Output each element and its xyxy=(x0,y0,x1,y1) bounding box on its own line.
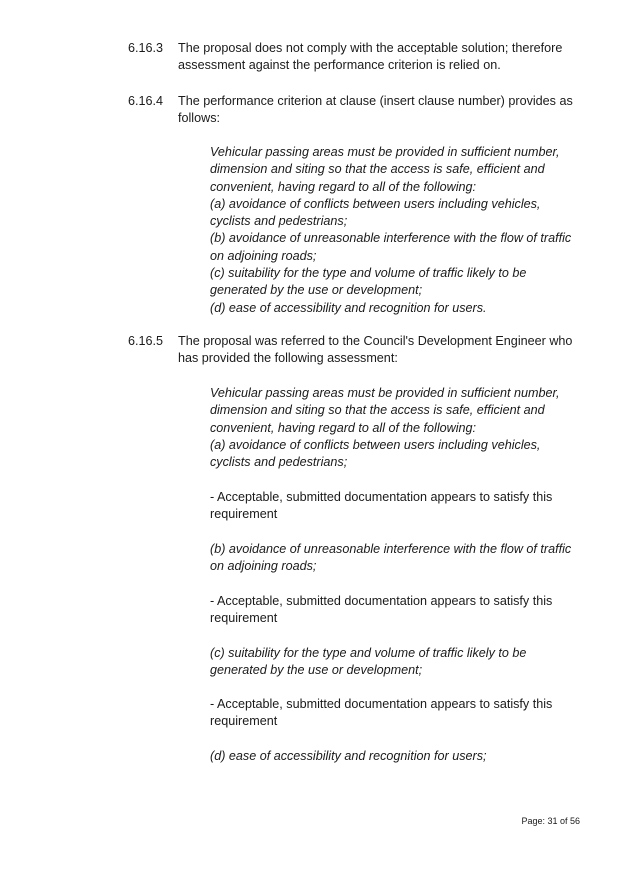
quote-line: cyclists and pedestrians; xyxy=(210,455,348,470)
response-line: requirement xyxy=(210,714,278,729)
quote-line: (d) ease of accessibility and recognition for users; xyxy=(210,749,487,763)
quote-line: (a) avoidance of conflicts between users including vehicles, xyxy=(210,437,541,452)
quote-line: dimension and siting so that the access is safe, efficient and xyxy=(210,403,545,418)
text-line: follows: xyxy=(178,111,220,126)
text-line: has provided the following assessment: xyxy=(178,351,398,366)
text-line: The performance criterion at clause (insert clause number) provides as xyxy=(178,94,573,108)
quote-line: generated by the use or development; xyxy=(210,663,423,678)
quote-line: (b) avoidance of unreasonable interference with the flow of traffic xyxy=(210,231,572,246)
section-text xyxy=(178,333,578,368)
section-number: 6.16.5 xyxy=(128,334,164,348)
text-line: The proposal does not comply with the acceptable solution; therefore xyxy=(178,41,563,55)
assessment-response-b xyxy=(210,593,580,628)
section-text xyxy=(178,93,578,128)
quote-line: generated by the use or development; xyxy=(210,283,423,298)
quote-line: Vehicular passing areas must be provided in sufficient number, xyxy=(210,145,560,159)
quote-line: on adjoining roads; xyxy=(210,559,317,574)
text-line: The proposal was referred to the Council's Development Engineer who xyxy=(178,334,573,348)
quote-line: (c) suitability for the type and volume of traffic likely to be xyxy=(210,266,527,281)
criterion-c xyxy=(210,645,580,680)
response-line: requirement xyxy=(210,611,278,626)
text-line: assessment against the performance criterion is relied on. xyxy=(178,58,501,73)
assessment-intro xyxy=(210,385,580,471)
assessment-response-a xyxy=(210,489,580,524)
performance-criterion-quote xyxy=(210,144,580,317)
quote-line: convenient, having regard to all of the following: xyxy=(210,179,477,194)
quote-line: dimension and siting so that the access is safe, efficient and xyxy=(210,162,545,177)
criterion-b xyxy=(210,541,580,576)
section-text xyxy=(178,40,578,75)
quote-line: Vehicular passing areas must be provided in sufficient number, xyxy=(210,386,560,400)
quote-line: (a) avoidance of conflicts between users including vehicles, xyxy=(210,196,541,211)
section-number: 6.16.3 xyxy=(128,41,164,55)
quote-line: (b) avoidance of unreasonable interference with the flow of traffic xyxy=(210,542,572,556)
quote-line: cyclists and pedestrians; xyxy=(210,214,348,229)
page-number: Page: 31 of 56 xyxy=(521,816,580,826)
quote-line: (d) ease of accessibility and recognition for users. xyxy=(210,300,487,315)
quote-line: convenient, having regard to all of the following: xyxy=(210,420,477,435)
criterion-d xyxy=(210,748,580,765)
response-line: - Acceptable, submitted documentation appears to satisfy this xyxy=(210,490,553,504)
section-number: 6.16.4 xyxy=(128,94,164,108)
quote-line: on adjoining roads; xyxy=(210,248,317,263)
response-line: - Acceptable, submitted documentation appears to satisfy this xyxy=(210,697,553,711)
response-line: requirement xyxy=(210,507,278,522)
quote-line: (c) suitability for the type and volume of traffic likely to be xyxy=(210,646,527,660)
response-line: - Acceptable, submitted documentation appears to satisfy this xyxy=(210,594,553,608)
assessment-response-c xyxy=(210,696,580,731)
